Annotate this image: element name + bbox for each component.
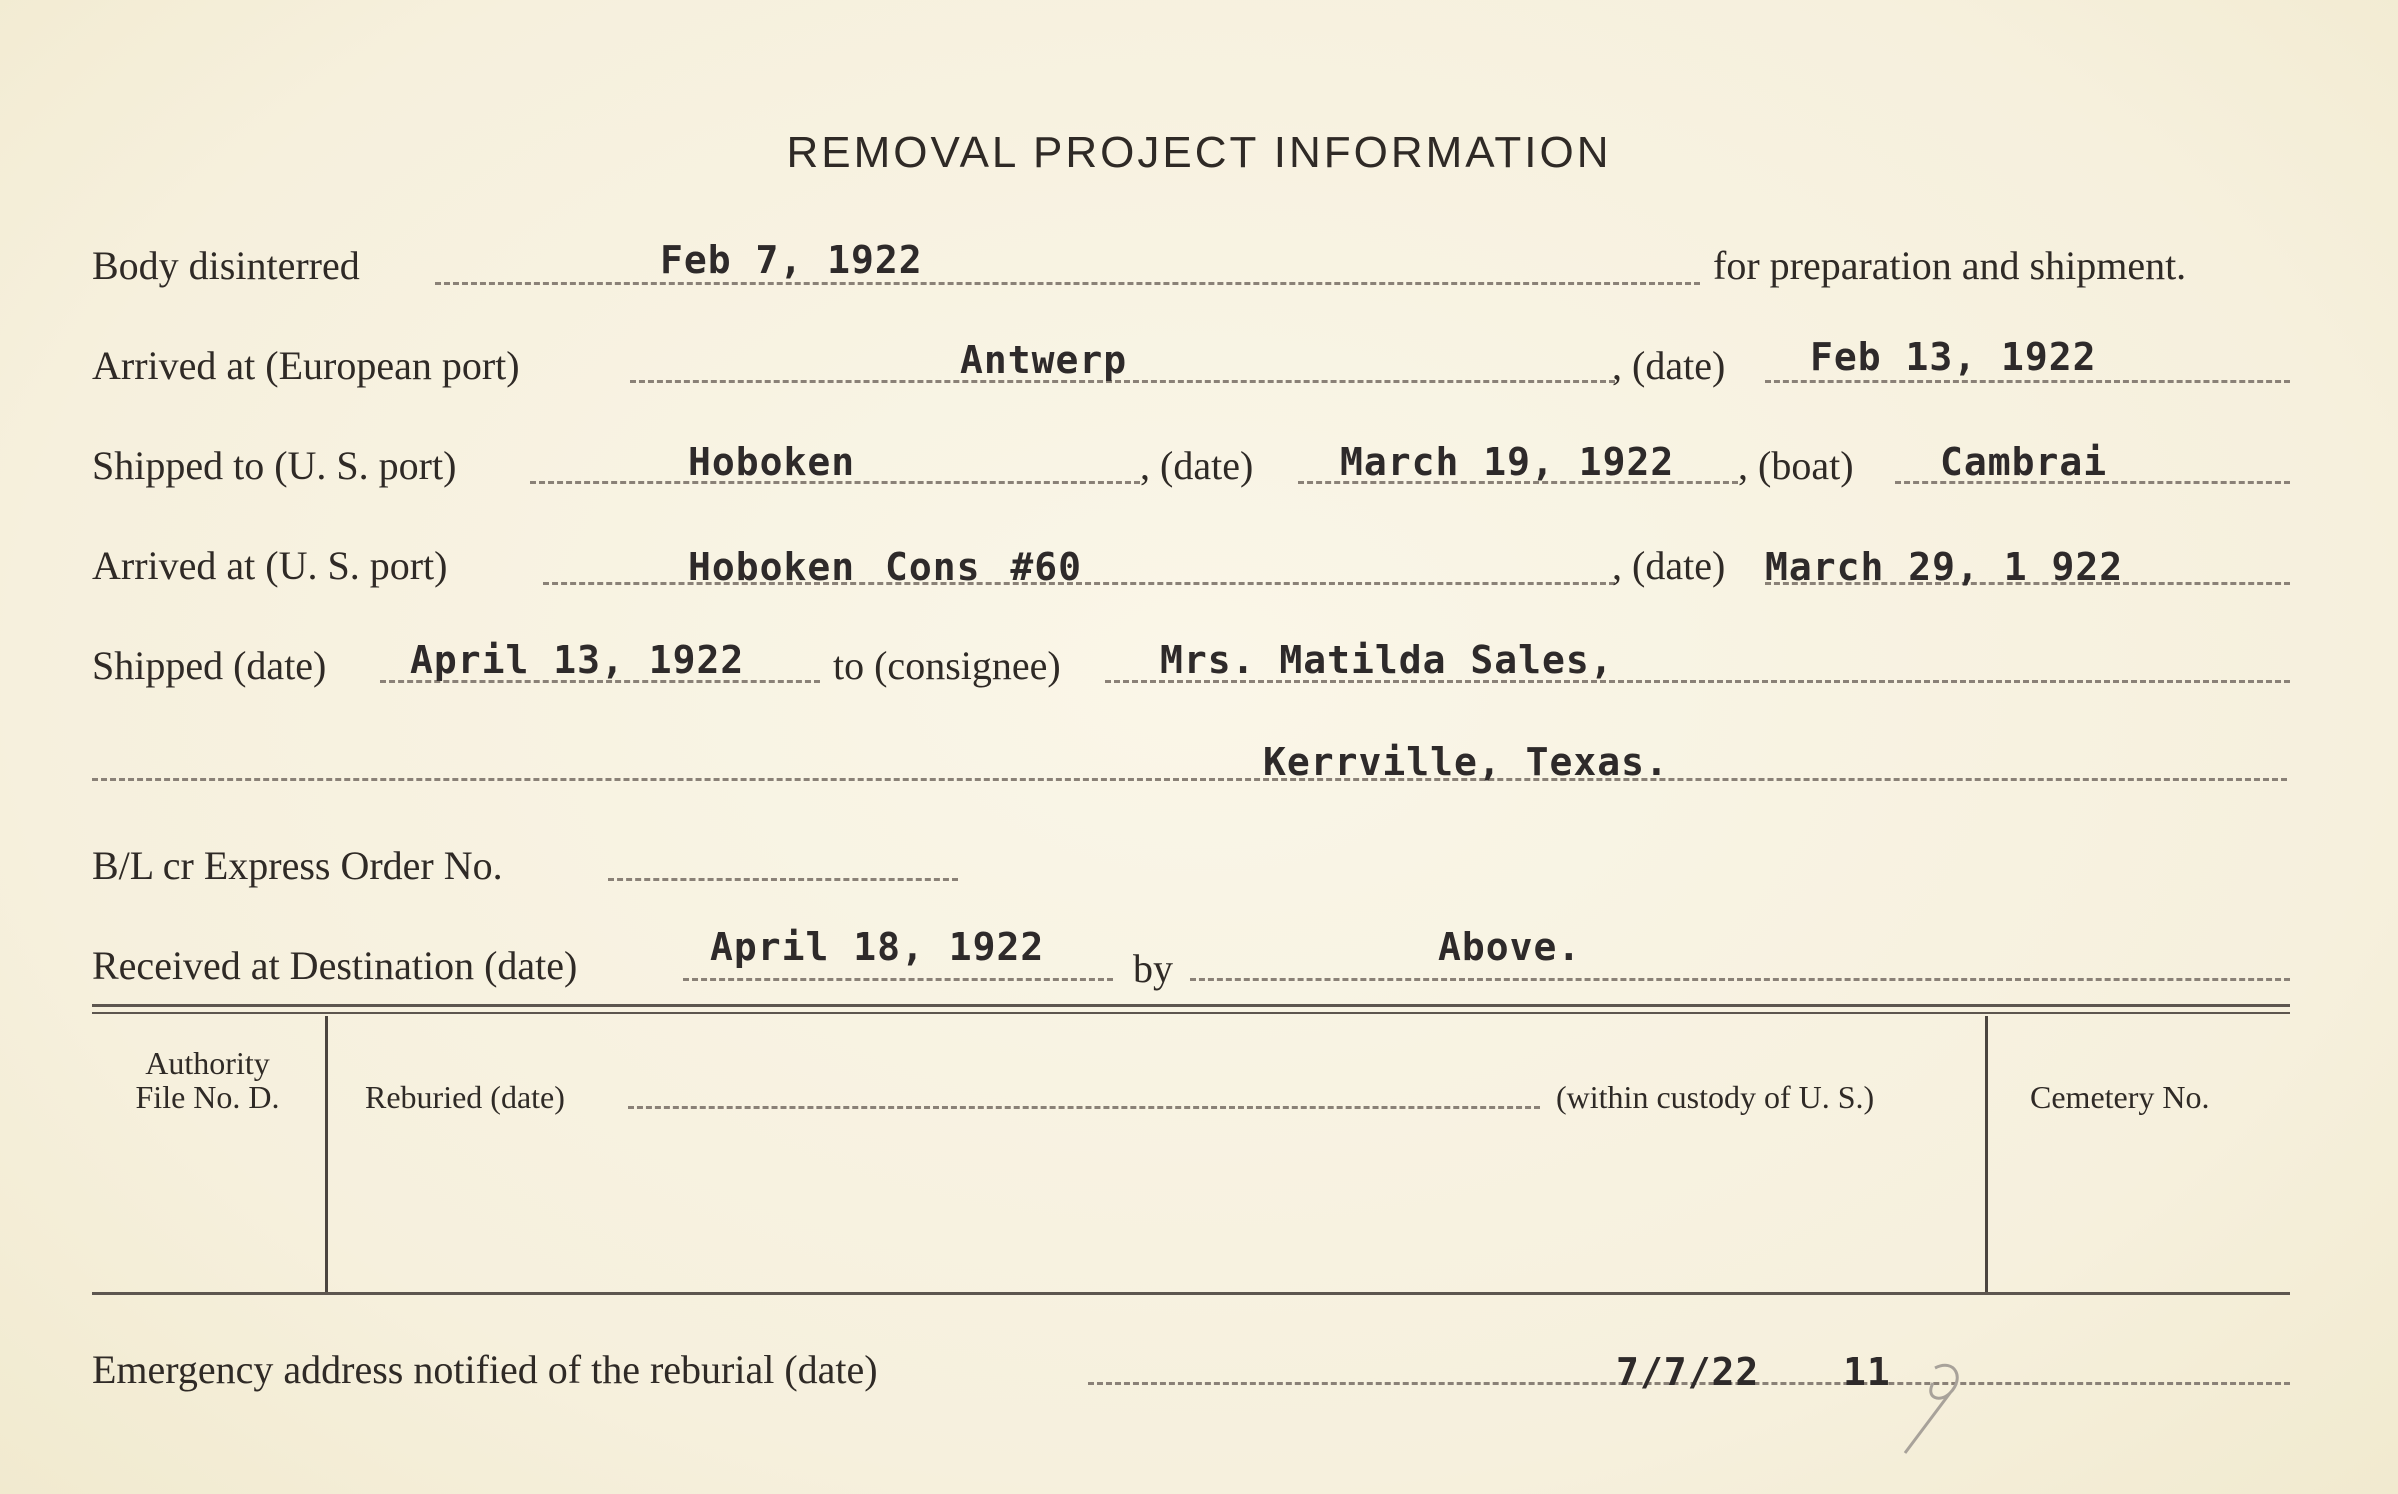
received-by-value: Above. bbox=[1438, 925, 1582, 969]
cemetery-divider bbox=[1985, 1016, 1988, 1292]
body-disinterred-date: Feb 7, 1922 bbox=[660, 238, 923, 282]
authority-divider bbox=[325, 1016, 328, 1292]
european-port-value: Antwerp bbox=[960, 338, 1128, 382]
arrived-us-date-label: , (date) bbox=[1612, 543, 1726, 588]
received-date-line bbox=[683, 978, 1113, 981]
received-date-label: Received at Destination (date) bbox=[92, 943, 578, 988]
pencil-mark-icon bbox=[1895, 1348, 1965, 1458]
reburied-label: Reburied (date) bbox=[365, 1079, 565, 1115]
shipped-date: April 13, 1922 bbox=[410, 638, 745, 682]
arrived-us-port-value: Hoboken Cons #60 bbox=[688, 545, 1083, 589]
received-by-label: by bbox=[1133, 946, 1173, 991]
top-rule-inner bbox=[92, 1012, 2290, 1014]
emergency-initials: 11 bbox=[1843, 1350, 1891, 1394]
arrived-us-date: March 29, 1 922 bbox=[1765, 545, 2124, 589]
body-disinterred-label: Body disinterred bbox=[92, 243, 360, 288]
arrived-us-port-label: Arrived at (U. S. port) bbox=[92, 543, 448, 588]
shipped-us-date-label: , (date) bbox=[1140, 443, 1254, 488]
shipped-date-label: Shipped (date) bbox=[92, 643, 327, 688]
preparation-shipment-label: for preparation and shipment. bbox=[1713, 243, 2187, 288]
top-rule bbox=[92, 1004, 2290, 1007]
card-title: REMOVAL PROJECT INFORMATION bbox=[786, 128, 1612, 177]
european-port-date-label: , (date) bbox=[1612, 343, 1726, 388]
emergency-label: Emergency address notified of the reburial (date) bbox=[92, 1347, 878, 1392]
shipped-us-date: March 19, 1922 bbox=[1340, 440, 1675, 484]
boat-label: , (boat) bbox=[1738, 443, 1854, 488]
consignee-name: Mrs. Matilda Sales, bbox=[1160, 638, 1614, 682]
european-port-label: Arrived at (European port) bbox=[92, 343, 520, 388]
european-port-date: Feb 13, 1922 bbox=[1810, 335, 2097, 379]
consignee-label: to (consignee) bbox=[833, 643, 1061, 688]
shipped-us-port-label: Shipped to (U. S. port) bbox=[92, 443, 457, 488]
consignee-address-line bbox=[92, 778, 2287, 781]
shipped-us-port-value: Hoboken bbox=[688, 440, 856, 484]
authority-label: Authority bbox=[145, 1045, 270, 1081]
body-disinterred-line bbox=[435, 282, 1700, 285]
boat-value: Cambrai bbox=[1940, 440, 2108, 484]
emergency-date: 7/7/22 bbox=[1616, 1350, 1760, 1394]
file-no-label: File No. D. bbox=[135, 1079, 280, 1115]
received-date: April 18, 1922 bbox=[710, 925, 1045, 969]
reburied-line bbox=[628, 1106, 1540, 1109]
european-port-date-line bbox=[1765, 380, 2290, 383]
bl-order-label: B/L cr Express Order No. bbox=[92, 843, 503, 888]
received-by-line bbox=[1190, 978, 2290, 981]
cemetery-no-label: Cemetery No. bbox=[2030, 1079, 2210, 1115]
consignee-address: Kerrville, Texas. bbox=[1263, 740, 1669, 784]
bl-order-line bbox=[608, 878, 958, 881]
custody-label: (within custody of U. S.) bbox=[1556, 1079, 1875, 1115]
bottom-rule bbox=[92, 1292, 2290, 1295]
